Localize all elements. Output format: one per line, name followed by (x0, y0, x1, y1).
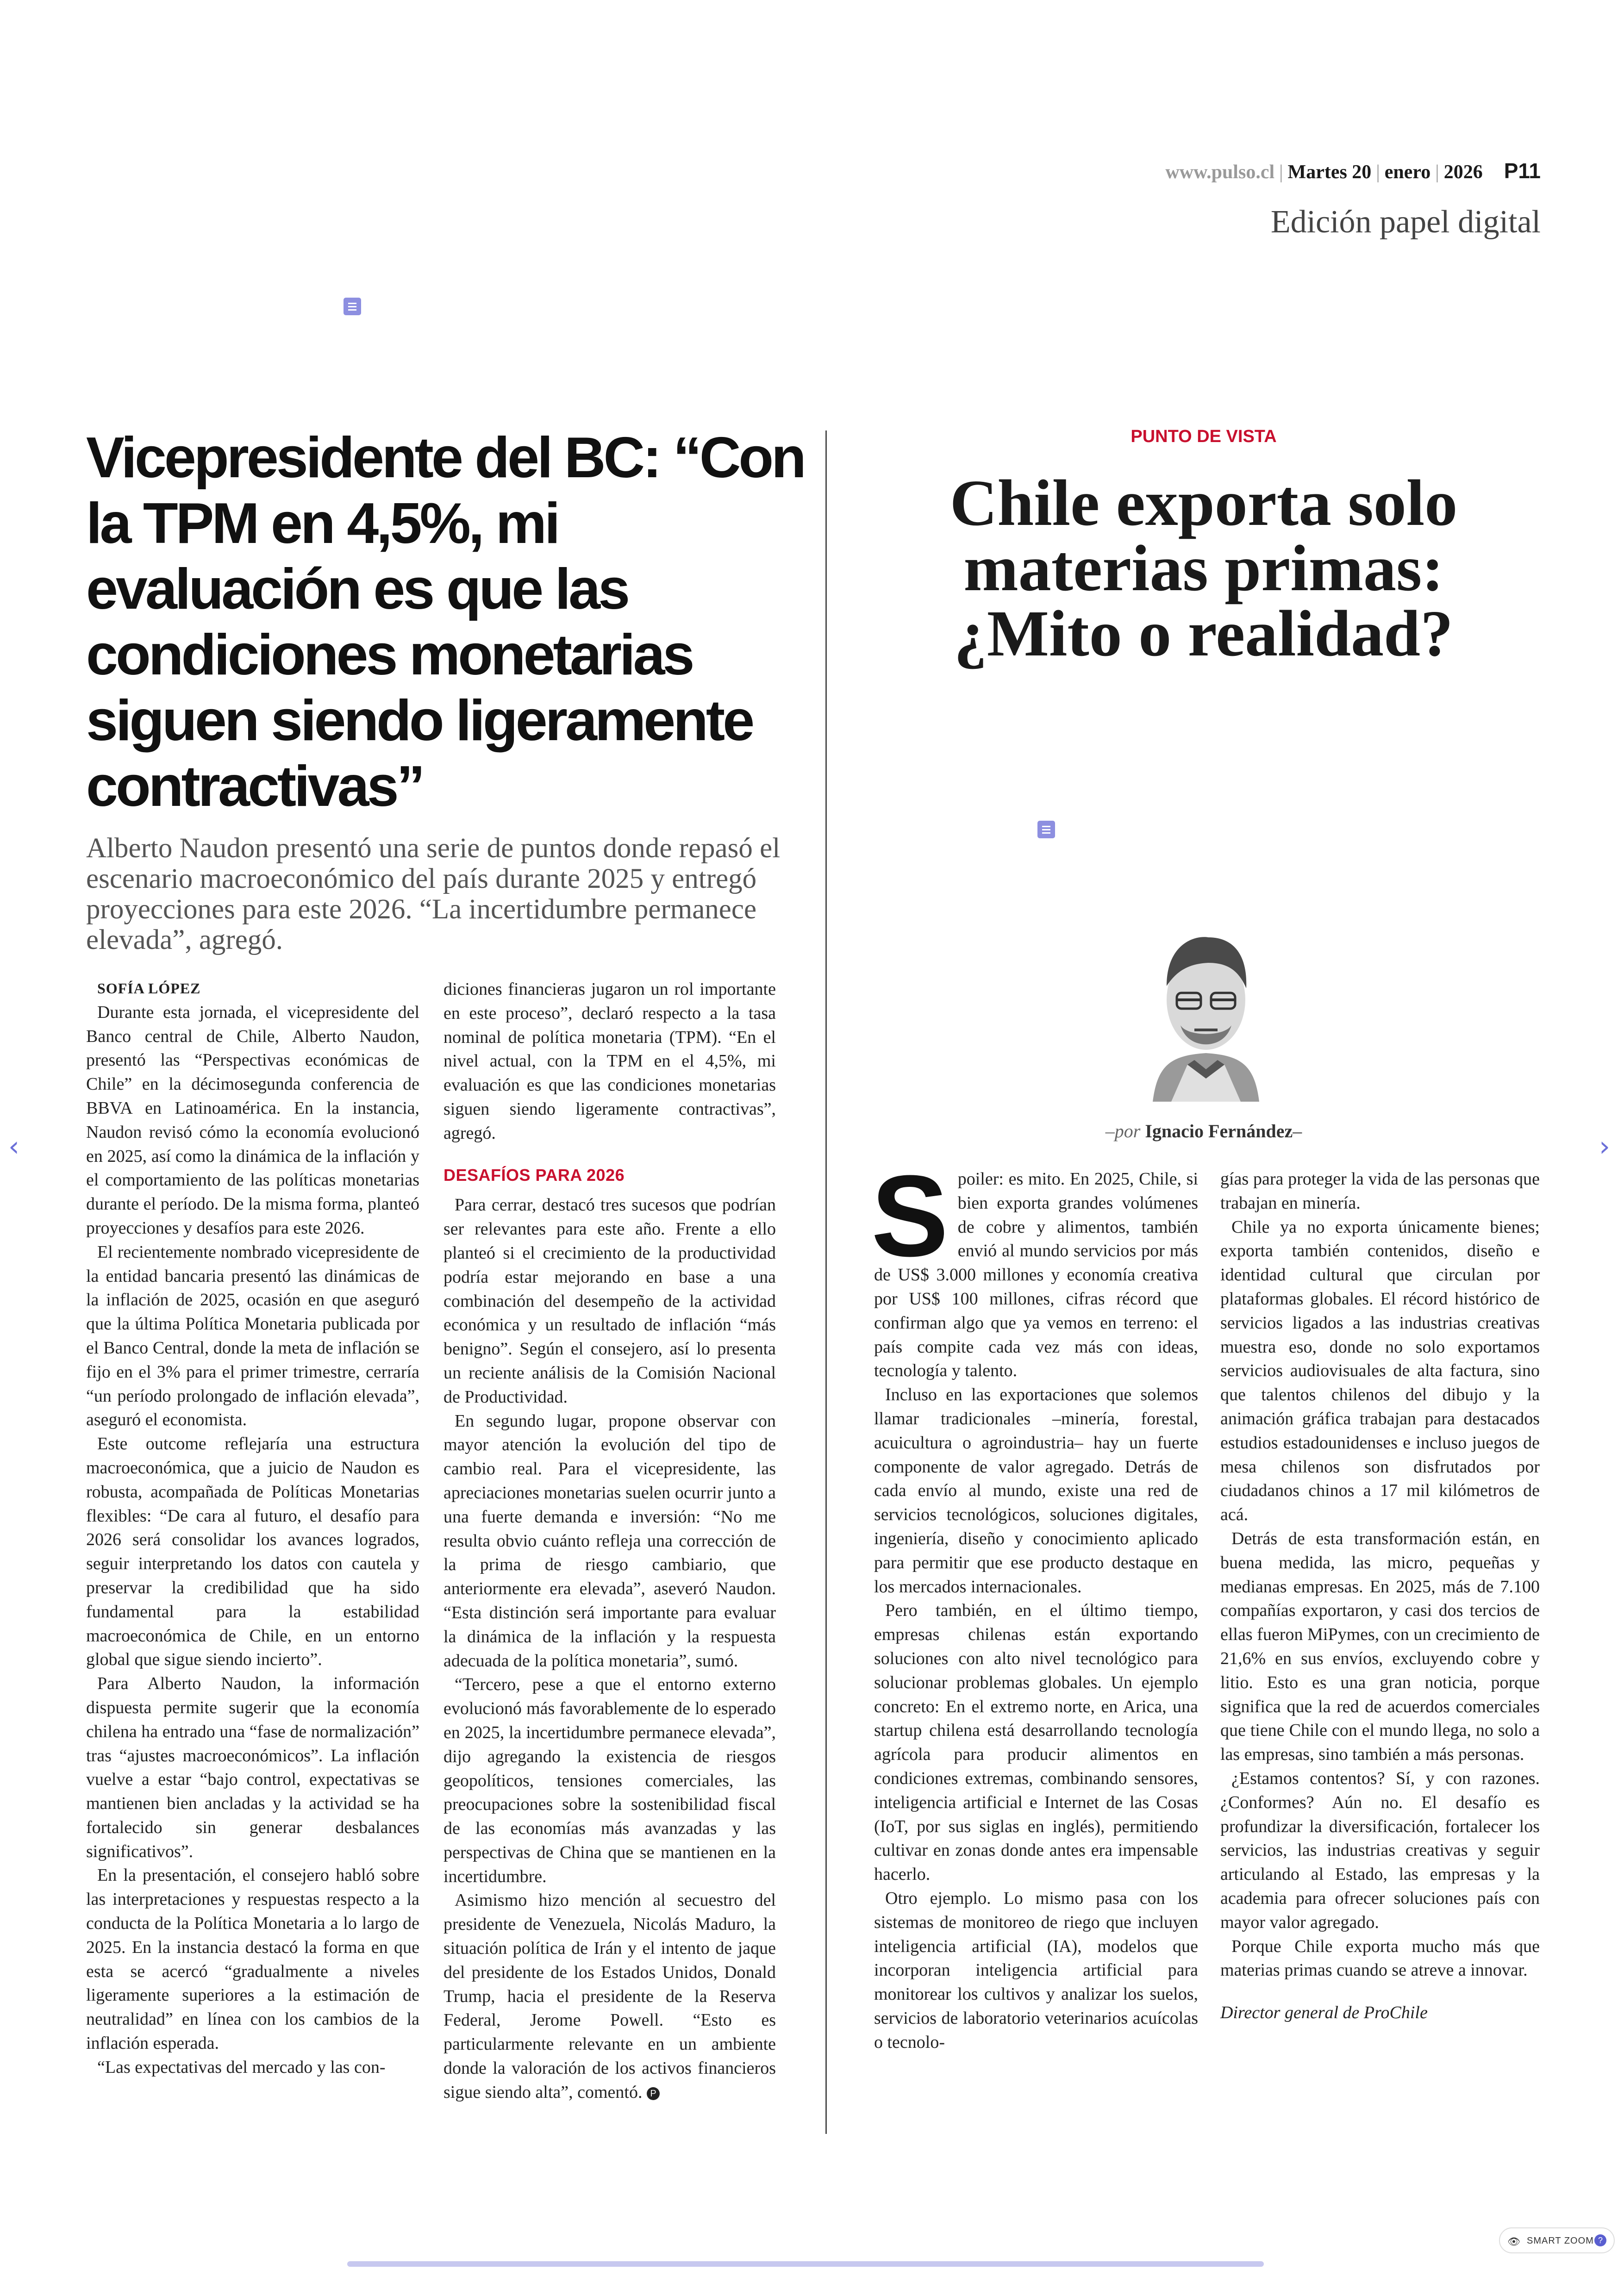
paragraph-last (443, 1889, 776, 2104)
paragraph: En segundo lugar, propone observar con mayor atención la evolución del tipo de cambio real. Para el vicepresidente, las apreciaciones monetarias suelen ocurrir junto a una fuerte demanda e inversión: “No me resulta obvio cuánto refleja una corrección de la prima de riesgo cambiario, que anteriormente era elevada”, aseveró Naudon. “Esta distinción será importante para evaluar la dinámica de la inflación y la respuesta adecuada de la política monetaria”, sumó. (443, 1411, 776, 1671)
edition-label: Edición papel digital (1270, 204, 1541, 240)
right-column-2 (1220, 1167, 1540, 2025)
paragraph: En la presentación, el consejero habló sobre las interpretaciones y respuestas respecto a la conducta de la Política Monetaria a lo largo de 2025. En la instancia destacó la forma en que esta se acercó “gradualmente a niveles ligeramente superiores a la estimación de neutralidad” en línea con los cambios de la inflación esperada. (86, 1865, 419, 2053)
left-subhead: Alberto Naudon presentó una serie de puntos donde repasó el escenario macroeconómico del país durante 2025 y entregó proyecciones para este 2026. “La incertidumbre permanece elevada”, agregó. (86, 833, 781, 955)
paragraph: Pero también, en el último tiempo, empresas chilenas están exportando soluciones con alto nivel tecnológico para solucionar problemas globales. Un ejemplo concreto: En el extremo norte, en Arica, una startup chilena está desarrollando tecnología agrícola para producir alimentos en condiciones extremas, combinando sensores, inteligencia artificial e Internet de las Cosas (IoT, por sus siglas en inglés), permitiendo cultivar en zonas donde antes era impensable hacerlo. (874, 1601, 1198, 1884)
header-day: Martes 20 (1287, 162, 1372, 183)
lead-paragraph (871, 1151, 1198, 1383)
note-icon[interactable] (1037, 821, 1055, 838)
help-icon[interactable]: ? (1594, 2234, 1606, 2246)
author-suffix: – (1293, 1121, 1302, 1141)
paragraph: El recientemente nombrado vicepresidente de la entidad bancaria presentó las dinámicas de la inflación de 2025, ocasión en que aseguró que la última Política Monetaria publicada por el Banco Central, donde la meta de inflación se fijo en el 3% para el primer trimestre, cerraría “un período prolongado de inflación elevada”, aseguró el economista. (86, 1242, 419, 1430)
page-number: P11 (1504, 159, 1541, 183)
eye-icon: 👁 (1507, 2236, 1520, 2247)
paragraph: Este outcome reflejaría una estructura macroeconómica, que a juicio de Naudon es robusta, acompañada de Políticas Monetarias flexibles: “De cara al futuro, el desafío para 2026 será consolidar los avances logrados, seguir interpretando los datos con cautela y preservar la credibilidad que ha sido fundamental para la estabilidad macroeconómica de Chile, en un entorno global que sigue siendo incierto”. (86, 1434, 419, 1670)
author-name: Ignacio Fernández (1145, 1121, 1293, 1141)
right-column-1 (871, 1151, 1198, 2054)
paragraph: Durante esta jornada, el vicepresidente del Banco central de Chile, Alberto Naudon, presentó las “Perspectivas económicas de Chile” en la décimosegunda conferencia de BBVA en Latinoamérica. En la instancia, Naudon revisó cómo la economía evolucionó en 2025, así como la dinámica de la inflación y el comportamiento de las políticas monetarias durante el período. De la misma forma, planteó proyecciones y desafíos para este 2026. (86, 1002, 419, 1238)
site-url[interactable]: www.pulso.cl (1165, 162, 1275, 183)
paragraph-text: poiler: es mito. En 2025, Chile, si bien exporta grandes volúmenes de cobre y alimentos, también envió al mundo servicios por más de US$ 3.000 millones y economía creativa por US$ 100 millones, cifras récord que confirman algo que ya vemos en terreno: el país compite cada vez más con ideas, tecnología y talento. (874, 1169, 1198, 1381)
left-column-1 (86, 977, 419, 2080)
header-month: enero (1384, 162, 1431, 183)
paragraph: “Las expectativas del mercado y las con- (97, 2057, 386, 2077)
prev-page-chevron-icon[interactable]: ‹ (8, 1130, 19, 1163)
paragraph: Para cerrar, destacó tres sucesos que podrían ser relevantes para este año. Frente a ello planteó si el crecimiento de la productividad podría estar mejorando en base a una combinación del desempeño de la actividad económica y un resultado de inflación “más benigno”. Según el consejero, así lo presenta un reciente análisis de la Comisión Nacional de Productividad. (443, 1195, 776, 1407)
next-page-chevron-icon[interactable]: › (1599, 1130, 1610, 1163)
paragraph: Detrás de esta transformación están, en buena medida, las micro, pequeñas y medianas empresas. En 2025, más de 7.100 compañías exportaron, y casi dos tercios de ellas fueron MiPymes, con un crecimiento de 21,6% en sus envíos, excluyendo cobre y litio. Esto es una gran noticia, porque significa que la red de acuerdos comerciales que tiene Chile con el mundo llega, no solo a las empresas, sino también a más personas. (1220, 1528, 1540, 1765)
author-signature: Director general de ProChile (1220, 2003, 1428, 2023)
header-year: 2026 (1443, 162, 1483, 183)
left-column-2 (443, 978, 776, 2105)
column-divider (825, 430, 827, 2134)
paragraph: Incluso en las exportaciones que solemos llamar tradicionales –minería, forestal, acuicultura o agroindustria– hay un fuerte componente de valor agregado. Detrás de cada envío al mundo, existe una red de servicios tecnológicos, soluciones digitales, ingeniería, diseño y conocimiento aplicado para permitir que ese producto destaque en los mercados internacionales. (874, 1385, 1198, 1597)
horizontal-scrollbar[interactable] (347, 2261, 1264, 2267)
drop-cap: S (871, 1151, 949, 1280)
kicker: PUNTO DE VISTA (1131, 427, 1277, 446)
smart-zoom-label: SMART ZOOM (1527, 2236, 1594, 2246)
author-prefix: –por (1105, 1121, 1141, 1141)
author-portrait (1143, 926, 1268, 1102)
paragraph: Para Alberto Naudon, la información dispuesta permite sugerir que la economía chilena ha entrado una “fase de normalización” tras “ajustes macroeconómicos”. La inflación vuelve a estar “bajo control, expectativas se mantienen bien ancladas y la actividad se ha fortalecido sin generar desbalances significativos”. (86, 1674, 419, 1861)
section-title: DESAFÍOS PARA 2026 (443, 1165, 625, 1185)
byline: SOFÍA LÓPEZ (97, 980, 201, 997)
paragraph: ¿Estamos contentos? Sí, y con razones. ¿Conformes? Aún no. El desafío es profundizar la diversificación, fortalecer los servicios, las industrias creativas y seguir articulando al Estado, las empresas y la academia para ofrecer soluciones país con mayor valor agregado. (1220, 1768, 1540, 1932)
paragraph: Otro ejemplo. Lo mismo pasa con los sistemas de monitoreo de riego que incluyen inteligencia artificial (IA), modelos que incorporan inteligencia artificial para monitorear los cultivos y analizar los suelos, servicios de laboratorio veterinarios acuícolas o tecnolo- (874, 1888, 1198, 2052)
note-icon[interactable] (344, 298, 361, 315)
paragraph: Chile ya no exporta únicamente bienes; exporta también contenidos, diseño e identidad cultural que circulan por plataformas globales. El récord histórico de servicios ligados a las industrias creativas muestra eso, donde no solo exportamos servicios audiovisuales de alta factura, sino que talentos chilenos del dibujo y la animación gráfica trabajan para destacados estudios estadounidenses e incluso juegos de mesa chilenos son disfrutados por ciudadanos chinos a 17 mil kilómetros de acá. (1220, 1217, 1540, 1525)
author-byline (1018, 1120, 1389, 1142)
smart-zoom-button[interactable] (1499, 2227, 1615, 2253)
paragraph-text: Asimismo hizo mención al secuestro del presidente de Venezuela, Nicolás Maduro, la situación política de Irán y el intento de jaque del presidente de los Estados Unidos, Donald Trump, hacia el presidente de la Reserva Federal, Jerome Powell. “Esto es particularmente relevante en un ambiente donde la valoración de los activos financieros sigue siendo alta”, comentó. (443, 1890, 776, 2102)
paragraph: “Tercero, pese a que el entorno externo evolucionó más favorablemente de lo esperado en 2025, la incertidumbre permanece elevada”, dijo agregando la existencia de riesgos geopolíticos, tensiones comerciales, las preocupaciones sobre la sostenibilidad fiscal de las economías más avanzadas y las perspectivas de China que se mantienen en la incertidumbre. (443, 1675, 776, 1886)
end-mark-icon: P (647, 2087, 660, 2100)
paragraph: gías para proteger la vida de las personas que trabajan en minería. (1220, 1169, 1540, 1213)
right-headline: Chile exporta solo materias primas: ¿Mito o realidad? (949, 466, 1458, 670)
paragraph: diciones financieras jugaron un rol importante en este proceso”, declaró respecto a la tasa nominal de política monetaria (TPM). “En el nivel actual, con la TPM en el 4,5%, mi evaluación es que las condiciones monetarias siguen siendo ligeramente contractivas”, agregó. (443, 979, 776, 1143)
paragraph: Porque Chile exporta mucho más que materias primas cuando se atreve a innovar. (1220, 1936, 1540, 1980)
page-header: www.pulso.cl | Martes 20 | enero | 2026 P11 (1165, 159, 1541, 183)
left-headline: Vicepresidente del BC: “Con la TPM en 4,5%, mi evaluación es que las condiciones monetarias siguen siendo ligeramente contractivas” (86, 426, 804, 818)
